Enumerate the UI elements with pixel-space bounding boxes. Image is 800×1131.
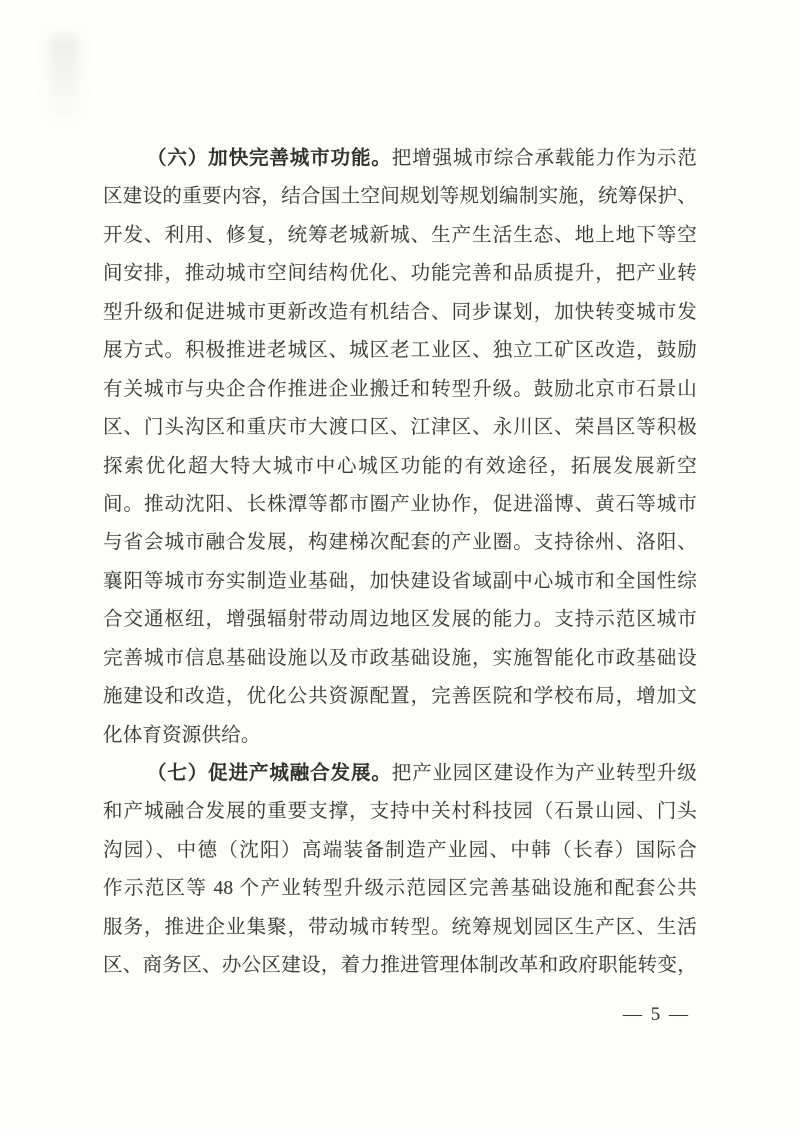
- text-line: [103, 409, 697, 447]
- line-text: 开发、利用、修复，统筹老城新城、生产生活生态、地上地下等空: [103, 224, 697, 246]
- line-text: 探索优化超大特大城市中心城区功能的有效途径，拓展发展新空: [103, 455, 697, 477]
- line-text: 和产城融合发展的重要支撑，支持中关村科技园（石景山园、门头: [103, 801, 697, 823]
- line-text: 与省会城市融合发展，构建梯次配套的产业圈。支持徐州、洛阳、: [103, 532, 697, 554]
- line-text: 合交通枢纽，增强辐射带动周边地区发展的能力。支持示范区城市: [103, 609, 697, 631]
- text-line: [103, 909, 697, 947]
- text-line: [103, 717, 697, 755]
- line-text: 有关城市与央企合作推进企业搬迁和转型升级。鼓励北京市石景山: [103, 378, 697, 400]
- page-number: — 5 —: [623, 1004, 690, 1025]
- line-text: 襄阳等城市夯实制造业基础，加快建设省域副中心城市和全国性综: [103, 570, 697, 592]
- line-text: 区建设的重要内容，结合国土空间规划等规划编制实施，统筹保护、: [103, 186, 697, 208]
- line-text: 服务，推进企业集聚，带动城市转型。统筹规划园区生产区、生活: [103, 916, 697, 938]
- text-line: [103, 640, 697, 678]
- text-line: [103, 140, 697, 178]
- scan-smudge: [50, 36, 78, 118]
- text-line: [103, 793, 697, 831]
- line-text: 间。推动沈阳、长株潭等都市圈产业协作，促进淄博、黄石等城市: [103, 493, 697, 515]
- text-line: [103, 755, 697, 793]
- text-line: [103, 524, 697, 562]
- body-text: [103, 140, 697, 986]
- text-line: [103, 178, 697, 216]
- line-text: 施建设和改造，优化公共资源配置，完善医院和学校布局，增加文: [103, 686, 697, 708]
- text-line: [103, 332, 697, 370]
- line-text: 区、商务区、办公区建设，着力推进管理体制改革和政府职能转变，: [103, 955, 697, 977]
- text-line: [103, 947, 697, 985]
- line-text: 沟园）、中德（沈阳）高端装备制造产业园、中韩（长春）国际合: [103, 839, 697, 861]
- line-text: 作示范区等 48 个产业转型升级示范园区完善基础设施和配套公共: [103, 878, 697, 900]
- text-line: [103, 870, 697, 908]
- line-text: 间安排，推动城市空间结构优化、功能完善和品质提升，把产业转: [103, 263, 697, 285]
- section-heading-7: （七）促进产城融合发展。: [147, 763, 392, 784]
- line-text: 区、门头沟区和重庆市大渡口区、江津区、永川区、荣昌区等积极: [103, 417, 697, 439]
- text-line: [103, 486, 697, 524]
- text-line: [103, 294, 697, 332]
- text-line: [103, 255, 697, 293]
- text-line: [103, 563, 697, 601]
- line-text: 型升级和促进城市更新改造有机结合、同步谋划，加快转变城市发: [103, 301, 697, 323]
- text-line: [103, 832, 697, 870]
- text-line: [103, 678, 697, 716]
- line-text: 化体育资源供给。: [103, 724, 261, 746]
- text-line: [103, 601, 697, 639]
- line-text: 把增强城市综合承载能力作为示范: [391, 148, 697, 169]
- line-text: 完善城市信息基础设施以及市政基础设施，实施智能化市政基础设: [103, 647, 697, 669]
- text-line: [103, 371, 697, 409]
- text-line: [103, 217, 697, 255]
- text-line: [103, 448, 697, 486]
- line-text: 把产业园区建设作为产业转型升级: [391, 763, 697, 784]
- section-heading-6: （六）加快完善城市功能。: [147, 148, 392, 169]
- line-text: 展方式。积极推进老城区、城区老工业区、独立工矿区改造，鼓励: [103, 340, 697, 362]
